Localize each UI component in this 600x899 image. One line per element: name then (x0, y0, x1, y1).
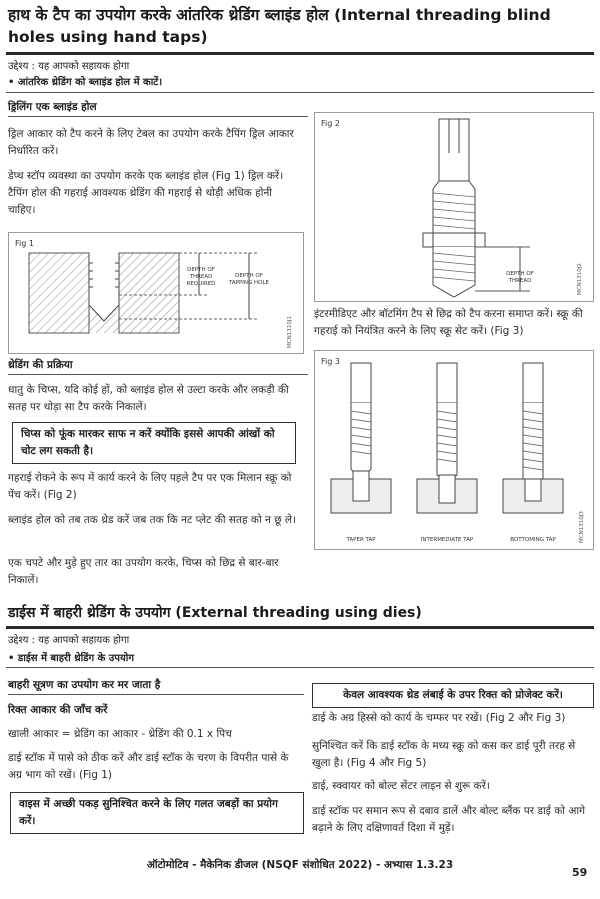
threading-para-1: धातु के चिप्स, यदि कोई हों, को ब्लाइंड होल से उल्टा करके और लकड़ी की सतह पर थोड़ा सा टैप करके निकालें। (8, 384, 289, 413)
warning-box-vise: वाइस में अच्छी पकड़ सुनिश्चित करने के लिए गलत जबड़ों का प्रयोग करें। (10, 792, 304, 834)
fig2-panel (314, 112, 594, 302)
fig1-code: MCN1310J1 (287, 316, 293, 348)
external-para-2: डाई स्टॉक में पासे को ठीक करें और डाई स्टॉक के चरण के विपरीत पासे के अग्र भाग को रखें। (Fig 1) (8, 752, 289, 781)
external-heading-1: बाहरी सूत्रण का उपयोग कर मर जाता है (8, 678, 304, 695)
section1-objective-item: • आंतरिक थ्रेडिंग को ब्लाइंड होल में काटें। (8, 77, 163, 88)
fig3-taper-tap-label: TAPER TAP (346, 537, 376, 543)
fig3-label: Fig 3 (321, 357, 340, 366)
fig1-depth-thread-label: DEPTH OF THREAD REQUIRED (186, 267, 216, 287)
fig3-bottoming-tap-label: BOTTOMING TAP (510, 537, 556, 543)
section2-objective-rule (6, 667, 594, 668)
external-para-1: खाली आकार = थ्रेडिंग का आकार - थ्रेडिंग की 0.1 x पिच (8, 728, 232, 740)
page-number: 59 (572, 866, 588, 879)
threading-para-4: एक चपटे और मुड़े हुए तार का उपयोग करके, चिप्स को छिद्र से बार-बार निकालें। (8, 557, 279, 586)
fig2-drawing (315, 113, 593, 301)
fig3-panel (314, 350, 594, 550)
right-box-project: केवल आवश्यक थ्रेड लंबाई के उपर रिक्त को प्रोजेक्ट करें। (312, 683, 594, 708)
fig2-code: MCN1310J2 (577, 263, 583, 295)
external-right-para-1: डाई के अग्र हिस्से को कार्य के चम्फर पर रखें। (Fig 2 और Fig 3) (312, 712, 566, 724)
threading-para-2: गहराई रोकने के रूप में कार्य करने के लिए पहले टैप पर एक मिलान स्क्रू को पेंच करें। (Fig 2) (8, 472, 292, 501)
threading-heading: थ्रेडिंग की प्रक्रिया (8, 358, 308, 375)
page-footer: ऑटोमोटिव - मैकेनिक डीजल (NSQF संशोधित 2022) - अभ्यास 1.3.23 (146, 859, 454, 871)
fig1-panel (8, 232, 304, 354)
section2-objective-item: • डाईस में बाहरी थ्रेडिंग के उपयोग (8, 653, 134, 664)
drilling-para-1: ड्रिल आकार को टैप करने के लिए टेबल का उपयोग करके टैपिंग ड्रिल आकार निर्धारित करें। (8, 128, 294, 157)
external-heading-2: रिक्त आकार की जाँच करें (8, 704, 108, 716)
section1-title: हाथ के टैप का उपयोग करके आंतरिक थ्रेडिंग ब्लाइंड होल (Internal threading blind holes using hand taps) (8, 6, 551, 46)
section1-objective-rule (6, 92, 594, 93)
fig2-depth-thread-label: DEPTH OF THREAD (506, 271, 534, 284)
section1-objective-label: उद्देश्य : यह आपको सहायक होगा (8, 61, 130, 72)
section1-title-rule (6, 52, 594, 55)
drilling-heading: ड्रिलिंग एक ब्लाइंड होल (8, 100, 308, 117)
fig3-drawing (315, 351, 593, 549)
fig3-intermediate-tap-label: INTERMEDIATE TAP (420, 537, 474, 543)
external-right-para-3: डाई, स्क्वायर को बोल्ट सेंटर लाइन से शुरू करें। (312, 780, 490, 792)
section2-objective-label: उद्देश्य : यह आपको सहायक होगा (8, 635, 130, 646)
section2-title: डाईस में बाहरी थ्रेडिंग के उपयोग (External threading using dies) (8, 605, 422, 621)
fig1-depth-tapping-label: DEPTH OF TAPPING HOLE (228, 273, 270, 286)
drilling-para-2: डेप्थ स्टॉप व्यवस्था का उपयोग करके एक ब्लाइंड होल (Fig 1) ड्रिल करें। टैपिंग होल की गहराई आवश्यक थ्रेडिंग की गहराई से थोड़ी अधिक होनी चाहिए। (8, 170, 284, 216)
external-right-para-2: सुनिश्चित करें कि डाई स्टॉक के मध्य स्क्रू को कस कर डाई पूरी तरह से खुला है। (Fig 4 और Fig 5) (312, 740, 576, 769)
fig2-label: Fig 2 (321, 119, 340, 128)
external-right-para-4: डाई स्टॉक पर समान रूप से दबाव डालें और बोल्ट ब्लैंक पर डाई को आगे बढ़ाने के लिए दक्षिणावर्त दिशा में मुड़ें। (312, 805, 585, 834)
fig1-drawing (9, 233, 303, 353)
section2-title-rule (6, 626, 594, 629)
fig1-label: Fig 1 (15, 239, 34, 248)
fig3-code: MCN1310J3 (579, 511, 585, 543)
warning-box-chips: चिप्स को फूंक मारकर साफ न करें क्योंकि इससे आपकी आंखों को चोट लग सकती है। (12, 422, 296, 464)
threading-para-3: ब्लाइंड होल को तब तक थ्रेड करें जब तक कि नट प्लेट की सतह को न छू ले। (8, 514, 296, 526)
right-para-fig3: इंटरमीडिएट और बॉटमिंग टैप से छिद्र को टैप करना समाप्त करें। स्क्रू की गहराई को नियंत्रित करने के लिए स्क्रू सेट करें। (Fig 3) (314, 308, 583, 337)
